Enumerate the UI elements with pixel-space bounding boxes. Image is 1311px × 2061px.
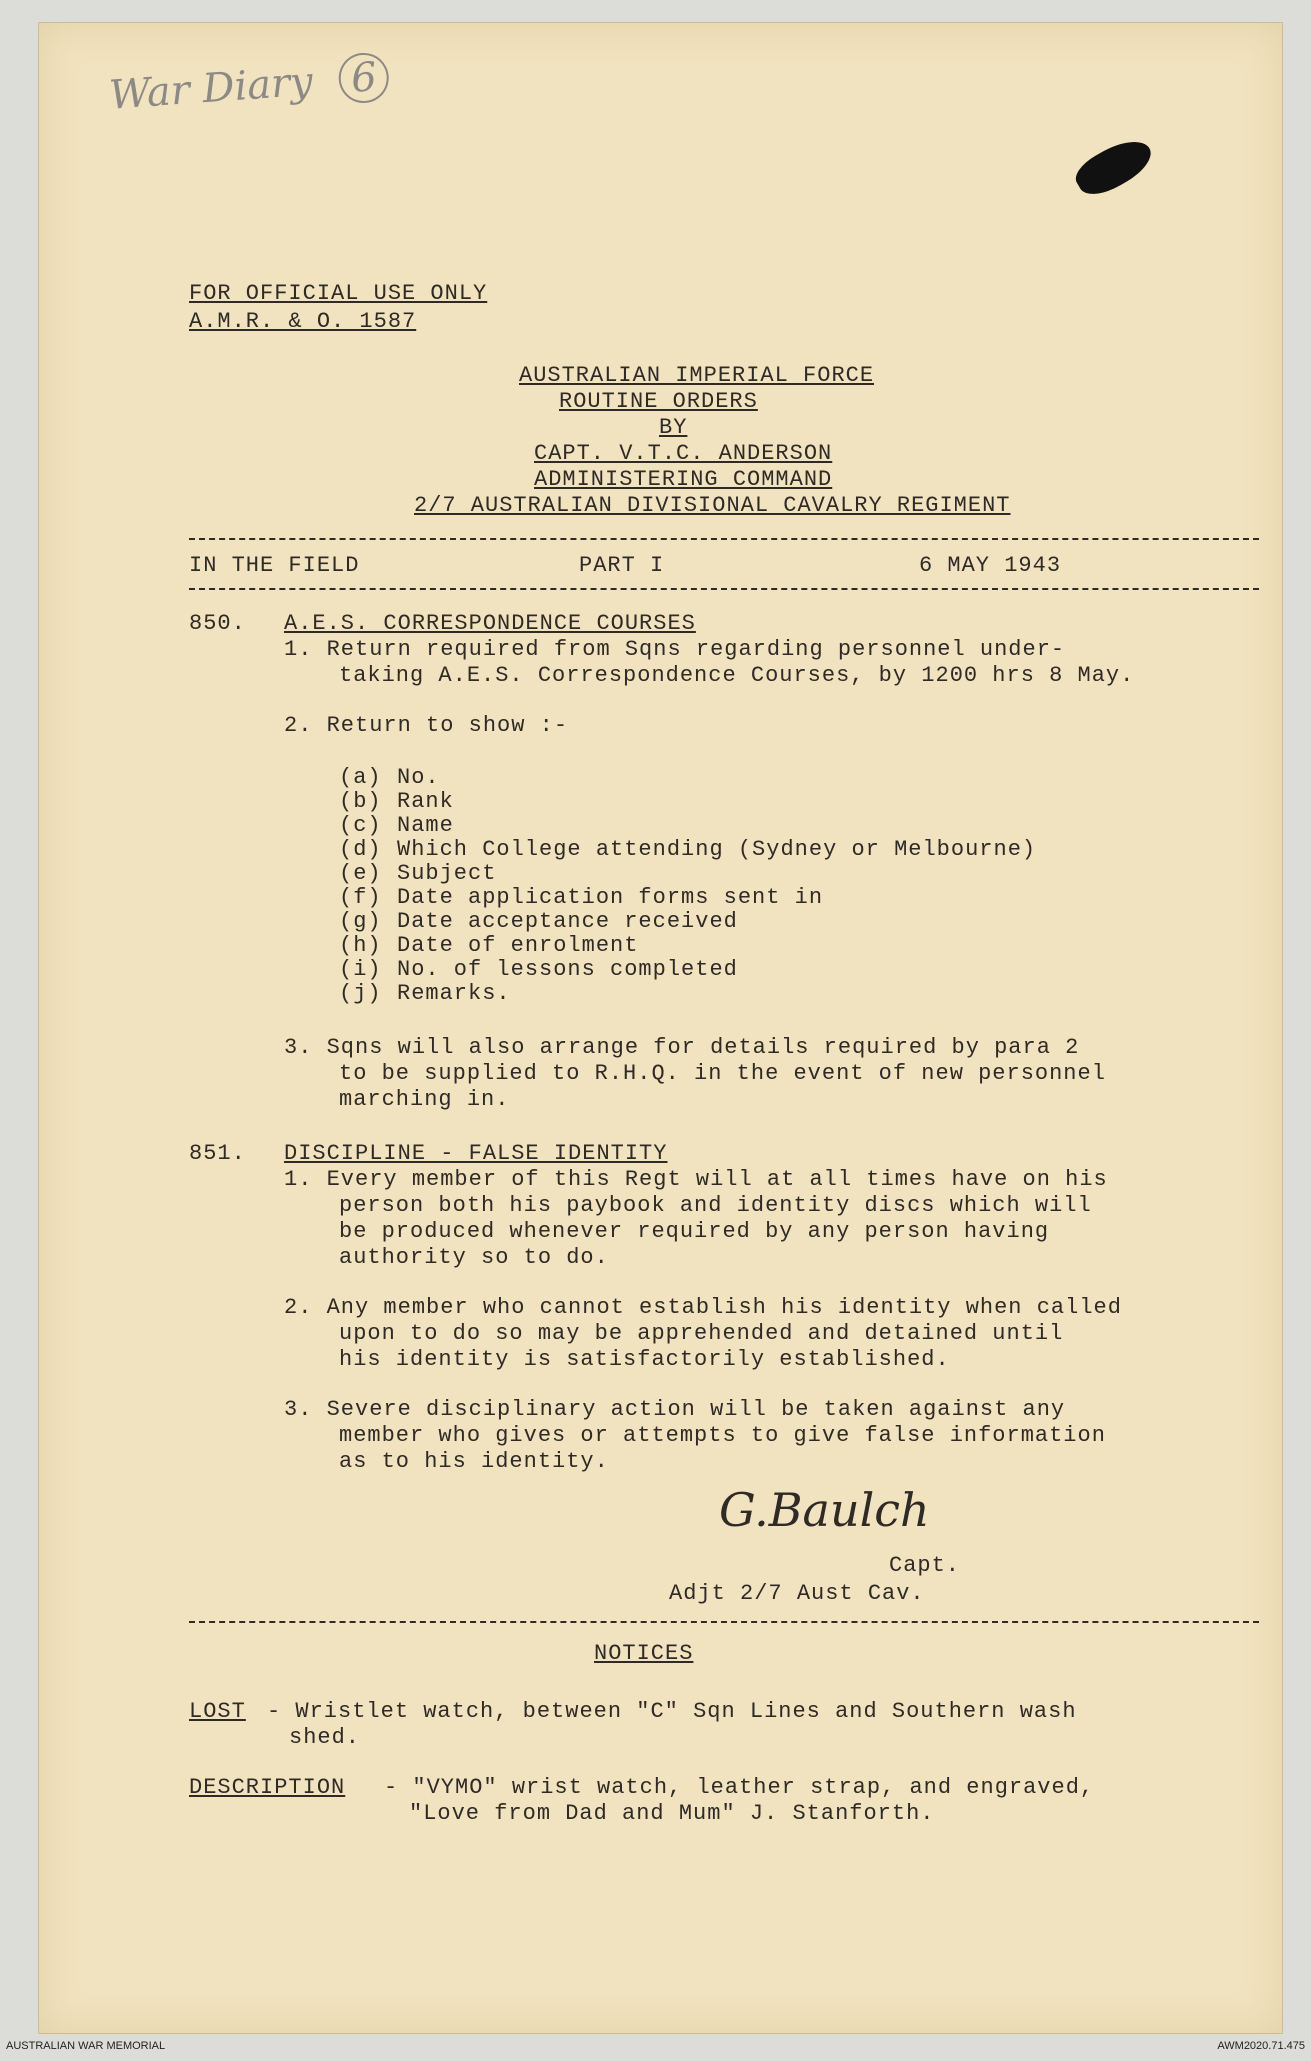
- ink-blot: [1070, 131, 1158, 204]
- title-line-6: 2/7 AUSTRALIAN DIVISIONAL CAVALRY REGIMENT: [414, 493, 1011, 518]
- paragraph-line: 1. Every member of this Regt will at all times have on his: [284, 1167, 1108, 1192]
- order-number: 851.: [189, 1141, 246, 1166]
- paragraph-line: member who gives or attempts to give false information: [339, 1423, 1106, 1448]
- title-line-4: CAPT. V.T.C. ANDERSON: [534, 441, 833, 466]
- divider: [189, 1621, 1259, 1623]
- paragraph-line: person both his paybook and identity discs which will: [339, 1193, 1092, 1218]
- handwritten-title: War Diary: [107, 58, 315, 119]
- description-text: "Love from Dad and Mum" J. Stanforth.: [409, 1801, 935, 1826]
- notices-heading: NOTICES: [594, 1641, 694, 1666]
- footer-accession: AWM2020.71.475: [1217, 2040, 1305, 2052]
- paragraph-line: authority so to do.: [339, 1245, 609, 1270]
- paragraph-line: upon to do so may be apprehended and detained until: [339, 1321, 1064, 1346]
- handwritten-annotation: [108, 53, 390, 118]
- document-page: [38, 22, 1283, 2034]
- divider: [189, 538, 1259, 540]
- list-item: (c) Name: [339, 813, 454, 838]
- handwritten-number: 6: [338, 51, 391, 104]
- title-line-3: BY: [659, 415, 688, 440]
- list-item: (j) Remarks.: [339, 981, 511, 1006]
- field-location: IN THE FIELD: [189, 553, 360, 578]
- lost-text: - Wristlet watch, between "C" Sqn Lines and Southern wash: [267, 1699, 1077, 1724]
- list-item: (f) Date application forms sent in: [339, 885, 824, 910]
- description-label: DESCRIPTION: [189, 1775, 346, 1800]
- order-heading: A.E.S. CORRESPONDENCE COURSES: [284, 611, 696, 636]
- title-line-1: AUSTRALIAN IMPERIAL FORCE: [519, 363, 875, 388]
- signatory-appointment: Adjt 2/7 Aust Cav.: [669, 1581, 925, 1606]
- part-label: PART I: [579, 553, 665, 578]
- paragraph-line: as to his identity.: [339, 1449, 609, 1474]
- description-text: - "VYMO" wrist watch, leather strap, and engraved,: [384, 1775, 1095, 1800]
- paragraph-line: to be supplied to R.H.Q. in the event of new personnel: [339, 1061, 1106, 1086]
- list-item: (i) No. of lessons completed: [339, 957, 738, 982]
- reference-number: A.M.R. & O. 1587: [189, 309, 417, 334]
- paragraph-line: 2. Return to show :-: [284, 713, 569, 738]
- signature: G.Baulch: [719, 1483, 930, 1537]
- lost-label: LOST: [189, 1699, 246, 1724]
- paragraph-line: 3. Sqns will also arrange for details required by para 2: [284, 1035, 1080, 1060]
- paragraph-line: 2. Any member who cannot establish his identity when called: [284, 1295, 1122, 1320]
- title-line-2: ROUTINE ORDERS: [559, 389, 758, 414]
- paragraph-line: his identity is satisfactorily established.: [339, 1347, 950, 1372]
- divider: [189, 588, 1259, 590]
- order-number: 850.: [189, 611, 246, 636]
- paragraph-line: taking A.E.S. Correspondence Courses, by 1200 hrs 8 May.: [339, 663, 1135, 688]
- paragraph-line: marching in.: [339, 1087, 510, 1112]
- paragraph-line: 1. Return required from Sqns regarding personnel under-: [284, 637, 1066, 662]
- paragraph-line: be produced whenever required by any person having: [339, 1219, 1050, 1244]
- order-heading: DISCIPLINE - FALSE IDENTITY: [284, 1141, 668, 1166]
- list-item: (h) Date of enrolment: [339, 933, 639, 958]
- lost-text: shed.: [289, 1725, 361, 1750]
- footer-credit: AUSTRALIAN WAR MEMORIAL: [6, 2040, 166, 2052]
- list-item: (a) No.: [339, 765, 440, 790]
- signatory-rank: Capt.: [889, 1553, 961, 1578]
- list-item: (d) Which College attending (Sydney or Melbourne): [339, 837, 1037, 862]
- title-line-5: ADMINISTERING COMMAND: [534, 467, 833, 492]
- classification: FOR OFFICIAL USE ONLY: [189, 281, 488, 306]
- list-item: (g) Date acceptance received: [339, 909, 738, 934]
- paragraph-line: 3. Severe disciplinary action will be taken against any: [284, 1397, 1066, 1422]
- order-date: 6 MAY 1943: [919, 553, 1062, 578]
- list-item: (b) Rank: [339, 789, 454, 814]
- list-item: (e) Subject: [339, 861, 497, 886]
